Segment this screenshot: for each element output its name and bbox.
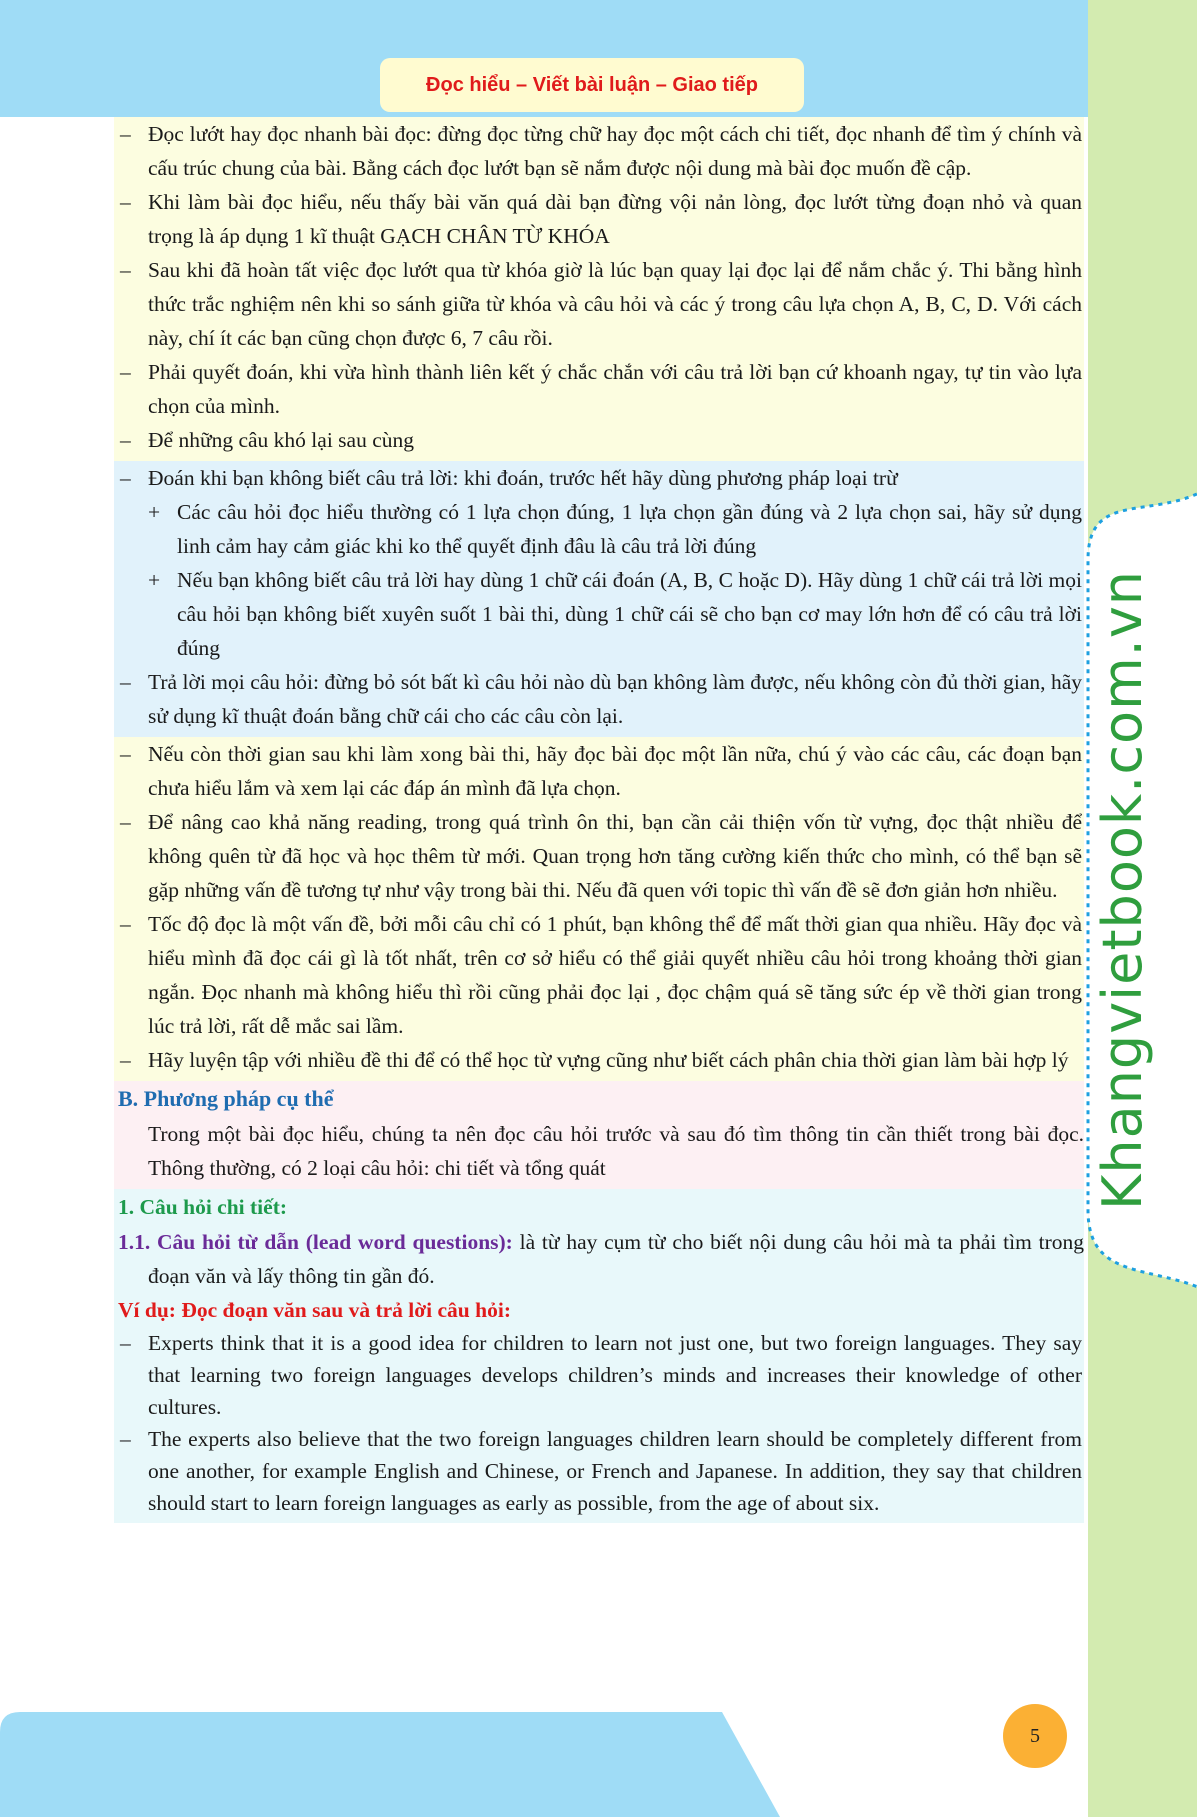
tip-item: – Khi làm bài đọc hiểu, nếu thấy bài văn quá dài bạn đừng vội nản lòng, đọc lướt từng đoạn nhỏ và quan trọng là áp dụng 1 kĩ thuật GẠCH CHÂN TỪ KHÓA [120,190,1082,248]
tip-item: – Nếu còn thời gian sau khi làm xong bài thi, hãy đọc bài đọc một lần nữa, chú ý vào các câu, các đoạn bạn chưa hiểu lắm và xem lại các đáp án mình đã lựa chọn. [120,742,1082,800]
subsection-1-1 [114,1225,1084,1293]
footer-shape [0,1712,800,1817]
chapter-title: Đọc hiểu – Viết bài luận – Giao tiếp [380,58,804,112]
section-b-intro: Trong một bài đọc hiểu, chúng ta nên đọc câu hỏi trước và sau đó tìm thông tin cần thiết trong bài đọc. Thông thường, có 2 loại câu hỏi: chi tiết và tổng quát [148,1122,1084,1180]
watermark-text: Khangvietbook.com.vn [1090,569,1154,1211]
tip-item: – Trả lời mọi câu hỏi: đừng bỏ sót bất kì câu hỏi nào dù bạn không làm được, nếu không còn đủ thời gian, hãy sử dụng kĩ thuật đoán bằng chữ cái cho các câu còn lại. [120,670,1082,728]
tip-item: – Đọc lướt hay đọc nhanh bài đọc: đừng đọc từng chữ hay đọc một cách chi tiết, đọc nhanh để tìm ý chính và cấu trúc chung của bài. Bằng cách đọc lướt bạn sẽ nắm được nội dung mà bài đọc muốn đề cập. [120,122,1082,180]
tip-item: – Hãy luyện tập với nhiều đề thi để có thể học từ vựng cũng như biết cách phân chia thời gian làm bài hợp lý [120,1048,1069,1072]
subsection-1-1-label: 1.1. Câu hỏi từ dẫn (lead word questions): [118,1230,513,1254]
tips-section-c [114,737,1084,1081]
tip-item: – Phải quyết đoán, khi vừa hình thành liên kết ý chắc chắn với câu trả lời bạn cứ khoanh ngay, tự tin vào lựa chọn của mình. [120,360,1082,418]
section-b-heading: B. Phương pháp cụ thể [118,1086,334,1111]
tip-item: – Đoán khi bạn không biết câu trả lời: khi đoán, trước hết hãy dùng phương pháp loại trừ [120,466,898,490]
tip-item: – Để những câu khó lại sau cùng [120,428,414,452]
page-number: 5 [1003,1704,1067,1768]
tip-item: – Tốc độ đọc là một vấn đề, bởi mỗi câu chỉ có 1 phút, bạn không thể để mất thời gian qua nhiều. Hãy đọc và hiểu mình đã đọc cái gì là tốt nhất, trên cơ sở hiểu có thể giải quyết nhiều câu hỏi trong khoảng thời gian ngắn. Đọc nhanh mà không hiểu thì rồi cũng phải đọc lại , đọc chậm quá sẽ tăng sức ép về thời gian trong lúc trả lời, rất dễ mắc sai lầm. [120,912,1082,1038]
tips-section-a [114,117,1084,461]
passage-item: – The experts also believe that the two foreign languages children learn should be completely different from one another, for example English and Chinese, or French and Japanese. In addition, they say that children should start to learn foreign languages as early as possible, from the age of about six. [120,1427,1082,1515]
passage-item: – Experts think that it is a good idea for children to learn not just one, but two foreign languages. They say that learning two foreign languages develops children’s minds and increases their knowledge of other cultures. [120,1331,1082,1419]
tips-section-b [114,461,1084,737]
sub-tip-item: + Nếu bạn không biết câu trả lời hay dùng 1 chữ cái đoán (A, B, C hoặc D). Hãy dùng 1 chữ cái trả lời mọi câu hỏi bạn không biết xuyên suốt 1 bài thi, dùng 1 chữ cái sẽ cho bạn cơ may lớn hơn để có câu trả lời đúng [148,568,1082,660]
section-1 [114,1189,1084,1523]
sub-tip-item: + Các câu hỏi đọc hiểu thường có 1 lựa chọn đúng, 1 lựa chọn gần đúng và 2 lựa chọn sai, hãy sử dụng linh cảm hay cảm giác khi ko thể quyết định đâu là câu trả lời đúng [148,500,1082,558]
section-b [114,1081,1084,1189]
subsection-1-1-text: là từ hay cụm từ cho biết nội dung câu hỏi mà ta phải tìm trong đoạn văn và lấy thông tin gần đó. [148,1230,1085,1288]
tip-item: – Để nâng cao khả năng reading, trong quá trình ôn thi, bạn cần cải thiện vốn từ vựng, đọc thật nhiều để không quên từ đã học và học thêm từ mới. Quan trọng hơn tăng cường kiến thức cho mình, có thể bạn sẽ gặp những vấn đề tương tự như vậy trong bài thi. Nếu đã quen với topic thì vấn đề sẽ đơn giản hơn nhiều. [120,810,1082,902]
example-heading: Ví dụ: Đọc đoạn văn sau và trả lời câu hỏi: [118,1298,511,1322]
tip-item: – Sau khi đã hoàn tất việc đọc lướt qua từ khóa giờ là lúc bạn quay lại đọc lại để nắm chắc ý. Thi bằng hình thức trắc nghiệm nên khi so sánh giữa từ khóa và câu hỏi và các ý trong câu lựa chọn A, B, C, D. Với cách này, chí ít các bạn cũng chọn được 6, 7 câu rồi. [120,258,1082,350]
main-content [114,117,1084,1523]
section-1-heading: 1. Câu hỏi chi tiết: [118,1195,288,1219]
